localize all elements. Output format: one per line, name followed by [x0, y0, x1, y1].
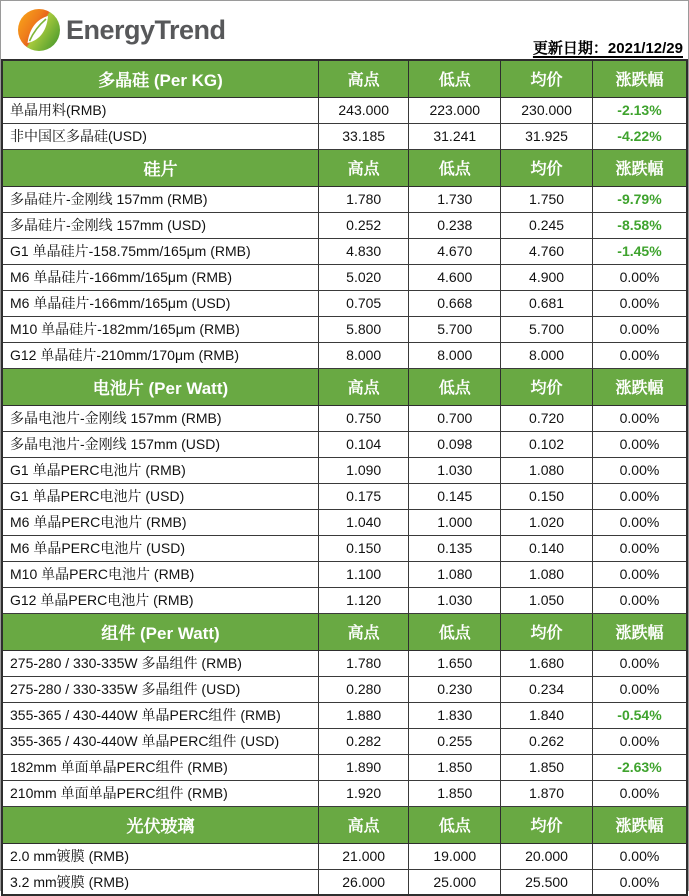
table-row	[2, 212, 687, 238]
high-value: 0.282	[318, 728, 408, 754]
high-value: 4.830	[318, 238, 408, 264]
column-header-avg: 均价	[501, 368, 593, 405]
change-value: 0.00%	[592, 431, 687, 457]
high-value: 5.020	[318, 264, 408, 290]
energytrend-logo-icon	[17, 8, 61, 52]
low-value: 4.670	[409, 238, 501, 264]
low-value: 0.668	[409, 290, 501, 316]
avg-value: 8.000	[501, 342, 593, 368]
change-value: -8.58%	[592, 212, 687, 238]
table-row	[2, 457, 687, 483]
change-value: 0.00%	[592, 843, 687, 869]
table-row	[2, 123, 687, 149]
change-value: 0.00%	[592, 869, 687, 895]
high-value: 0.175	[318, 483, 408, 509]
change-value: 0.00%	[592, 457, 687, 483]
avg-value: 1.680	[501, 650, 593, 676]
section-title: 光伏玻璃	[2, 806, 318, 843]
change-value: 0.00%	[592, 483, 687, 509]
low-value: 0.255	[409, 728, 501, 754]
change-value: 0.00%	[592, 405, 687, 431]
row-label: M6 单晶硅片-166mm/165μm (USD)	[2, 290, 318, 316]
row-label: G1 单晶硅片-158.75mm/165μm (RMB)	[2, 238, 318, 264]
row-label: 355-365 / 430-440W 单晶PERC组件 (RMB)	[2, 702, 318, 728]
change-value: -2.13%	[592, 97, 687, 123]
high-value: 1.090	[318, 457, 408, 483]
low-value: 1.730	[409, 186, 501, 212]
row-label: 275-280 / 330-335W 多晶组件 (USD)	[2, 676, 318, 702]
avg-value: 0.245	[501, 212, 593, 238]
avg-value: 0.681	[501, 290, 593, 316]
table-row	[2, 728, 687, 754]
avg-value: 1.050	[501, 587, 593, 613]
avg-value: 1.870	[501, 780, 593, 806]
change-value: 0.00%	[592, 587, 687, 613]
avg-value: 25.500	[501, 869, 593, 895]
section-polysilicon	[2, 60, 687, 149]
section-title: 多晶硅 (Per KG)	[2, 60, 318, 97]
avg-value: 1.840	[501, 702, 593, 728]
high-value: 1.920	[318, 780, 408, 806]
high-value: 0.252	[318, 212, 408, 238]
column-header-change: 涨跌幅	[592, 149, 687, 186]
table-row	[2, 587, 687, 613]
table-row	[2, 238, 687, 264]
high-value: 1.780	[318, 186, 408, 212]
change-value: 0.00%	[592, 535, 687, 561]
avg-value: 0.262	[501, 728, 593, 754]
change-value: -2.63%	[592, 754, 687, 780]
low-value: 0.098	[409, 431, 501, 457]
column-header-change: 涨跌幅	[592, 806, 687, 843]
table-row	[2, 869, 687, 895]
high-value: 1.040	[318, 509, 408, 535]
row-label: 2.0 mm镀膜 (RMB)	[2, 843, 318, 869]
section-header-row	[2, 149, 687, 186]
low-value: 1.830	[409, 702, 501, 728]
low-value: 0.230	[409, 676, 501, 702]
column-header-change: 涨跌幅	[592, 60, 687, 97]
row-label: M10 单晶PERC电池片 (RMB)	[2, 561, 318, 587]
brand-logo-group	[17, 8, 226, 52]
high-value: 1.120	[318, 587, 408, 613]
section-cell	[2, 368, 687, 613]
avg-value: 5.700	[501, 316, 593, 342]
avg-value: 0.234	[501, 676, 593, 702]
table-row	[2, 780, 687, 806]
low-value: 5.700	[409, 316, 501, 342]
table-row	[2, 483, 687, 509]
row-label: M10 单晶硅片-182mm/165μm (RMB)	[2, 316, 318, 342]
table-row	[2, 431, 687, 457]
row-label: 单晶用料(RMB)	[2, 97, 318, 123]
avg-value: 1.080	[501, 561, 593, 587]
change-value: 0.00%	[592, 780, 687, 806]
change-value: -0.54%	[592, 702, 687, 728]
row-label: G12 单晶PERC电池片 (RMB)	[2, 587, 318, 613]
change-value: 0.00%	[592, 342, 687, 368]
high-value: 243.000	[318, 97, 408, 123]
section-title: 电池片 (Per Watt)	[2, 368, 318, 405]
change-value: 0.00%	[592, 728, 687, 754]
row-label: 多晶电池片-金刚线 157mm (USD)	[2, 431, 318, 457]
change-value: -4.22%	[592, 123, 687, 149]
change-value: -9.79%	[592, 186, 687, 212]
high-value: 1.880	[318, 702, 408, 728]
low-value: 4.600	[409, 264, 501, 290]
high-value: 0.150	[318, 535, 408, 561]
low-value: 0.700	[409, 405, 501, 431]
low-value: 1.650	[409, 650, 501, 676]
section-title: 硅片	[2, 149, 318, 186]
low-value: 1.000	[409, 509, 501, 535]
column-header-avg: 均价	[501, 60, 593, 97]
table-row	[2, 843, 687, 869]
row-label: G1 单晶PERC电池片 (USD)	[2, 483, 318, 509]
low-value: 1.080	[409, 561, 501, 587]
table-row	[2, 290, 687, 316]
column-header-avg: 均价	[501, 806, 593, 843]
change-value: 0.00%	[592, 290, 687, 316]
high-value: 5.800	[318, 316, 408, 342]
row-label: 275-280 / 330-335W 多晶组件 (RMB)	[2, 650, 318, 676]
high-value: 33.185	[318, 123, 408, 149]
table-row	[2, 316, 687, 342]
high-value: 26.000	[318, 869, 408, 895]
table-row	[2, 405, 687, 431]
high-value: 21.000	[318, 843, 408, 869]
row-label: M6 单晶PERC电池片 (RMB)	[2, 509, 318, 535]
change-value: 0.00%	[592, 561, 687, 587]
change-value: 0.00%	[592, 316, 687, 342]
table-row	[2, 535, 687, 561]
row-label: M6 单晶硅片-166mm/165μm (RMB)	[2, 264, 318, 290]
change-value: 0.00%	[592, 509, 687, 535]
change-value: -1.45%	[592, 238, 687, 264]
avg-value: 230.000	[501, 97, 593, 123]
section-header-row	[2, 368, 687, 405]
avg-value: 31.925	[501, 123, 593, 149]
high-value: 0.280	[318, 676, 408, 702]
avg-value: 0.720	[501, 405, 593, 431]
change-value: 0.00%	[592, 676, 687, 702]
low-value: 25.000	[409, 869, 501, 895]
column-header-high: 高点	[318, 368, 408, 405]
column-header-change: 涨跌幅	[592, 368, 687, 405]
row-label: G12 单晶硅片-210mm/170μm (RMB)	[2, 342, 318, 368]
price-table	[1, 59, 688, 896]
high-value: 0.750	[318, 405, 408, 431]
table-row	[2, 186, 687, 212]
table-row	[2, 561, 687, 587]
table-row	[2, 702, 687, 728]
column-header-high: 高点	[318, 149, 408, 186]
avg-value: 4.900	[501, 264, 593, 290]
column-header-high: 高点	[318, 613, 408, 650]
avg-value: 1.020	[501, 509, 593, 535]
table-row	[2, 754, 687, 780]
row-label: G1 单晶PERC电池片 (RMB)	[2, 457, 318, 483]
column-header-avg: 均价	[501, 149, 593, 186]
low-value: 0.238	[409, 212, 501, 238]
row-label: M6 单晶PERC电池片 (USD)	[2, 535, 318, 561]
row-label: 210mm 单面单晶PERC组件 (RMB)	[2, 780, 318, 806]
update-date-label: 更新日期：2021/12/29	[532, 40, 683, 57]
column-header-low: 低点	[409, 149, 501, 186]
low-value: 0.135	[409, 535, 501, 561]
row-label: 3.2 mm镀膜 (RMB)	[2, 869, 318, 895]
low-value: 1.850	[409, 780, 501, 806]
brand-name: EnergyTrend	[66, 14, 226, 45]
section-header-row	[2, 613, 687, 650]
low-value: 31.241	[409, 123, 501, 149]
low-value: 8.000	[409, 342, 501, 368]
table-row	[2, 650, 687, 676]
low-value: 0.145	[409, 483, 501, 509]
avg-value: 1.750	[501, 186, 593, 212]
section-module	[2, 613, 687, 806]
column-header-low: 低点	[409, 613, 501, 650]
low-value: 1.850	[409, 754, 501, 780]
column-header-high: 高点	[318, 60, 408, 97]
section-wafer	[2, 149, 687, 368]
avg-value: 1.850	[501, 754, 593, 780]
avg-value: 1.080	[501, 457, 593, 483]
section-header-row	[2, 806, 687, 843]
row-label: 355-365 / 430-440W 单晶PERC组件 (USD)	[2, 728, 318, 754]
row-label: 多晶硅片-金刚线 157mm (USD)	[2, 212, 318, 238]
avg-value: 4.760	[501, 238, 593, 264]
column-header-high: 高点	[318, 806, 408, 843]
high-value: 0.705	[318, 290, 408, 316]
row-label: 多晶硅片-金刚线 157mm (RMB)	[2, 186, 318, 212]
high-value: 0.104	[318, 431, 408, 457]
report-header	[1, 1, 688, 59]
high-value: 1.100	[318, 561, 408, 587]
avg-value: 20.000	[501, 843, 593, 869]
low-value: 223.000	[409, 97, 501, 123]
row-label: 非中国区多晶硅(USD)	[2, 123, 318, 149]
table-row	[2, 342, 687, 368]
high-value: 1.890	[318, 754, 408, 780]
low-value: 1.030	[409, 457, 501, 483]
table-row	[2, 676, 687, 702]
table-row	[2, 509, 687, 535]
column-header-low: 低点	[409, 60, 501, 97]
section-title: 组件 (Per Watt)	[2, 613, 318, 650]
avg-value: 0.102	[501, 431, 593, 457]
row-label: 182mm 单面单晶PERC组件 (RMB)	[2, 754, 318, 780]
high-value: 8.000	[318, 342, 408, 368]
change-value: 0.00%	[592, 264, 687, 290]
column-header-low: 低点	[409, 368, 501, 405]
low-value: 1.030	[409, 587, 501, 613]
avg-value: 0.150	[501, 483, 593, 509]
section-glass	[2, 806, 687, 895]
high-value: 1.780	[318, 650, 408, 676]
change-value: 0.00%	[592, 650, 687, 676]
avg-value: 0.140	[501, 535, 593, 561]
column-header-avg: 均价	[501, 613, 593, 650]
column-header-low: 低点	[409, 806, 501, 843]
table-row	[2, 264, 687, 290]
table-row	[2, 97, 687, 123]
row-label: 多晶电池片-金刚线 157mm (RMB)	[2, 405, 318, 431]
section-header-row	[2, 60, 687, 97]
low-value: 19.000	[409, 843, 501, 869]
column-header-change: 涨跌幅	[592, 613, 687, 650]
